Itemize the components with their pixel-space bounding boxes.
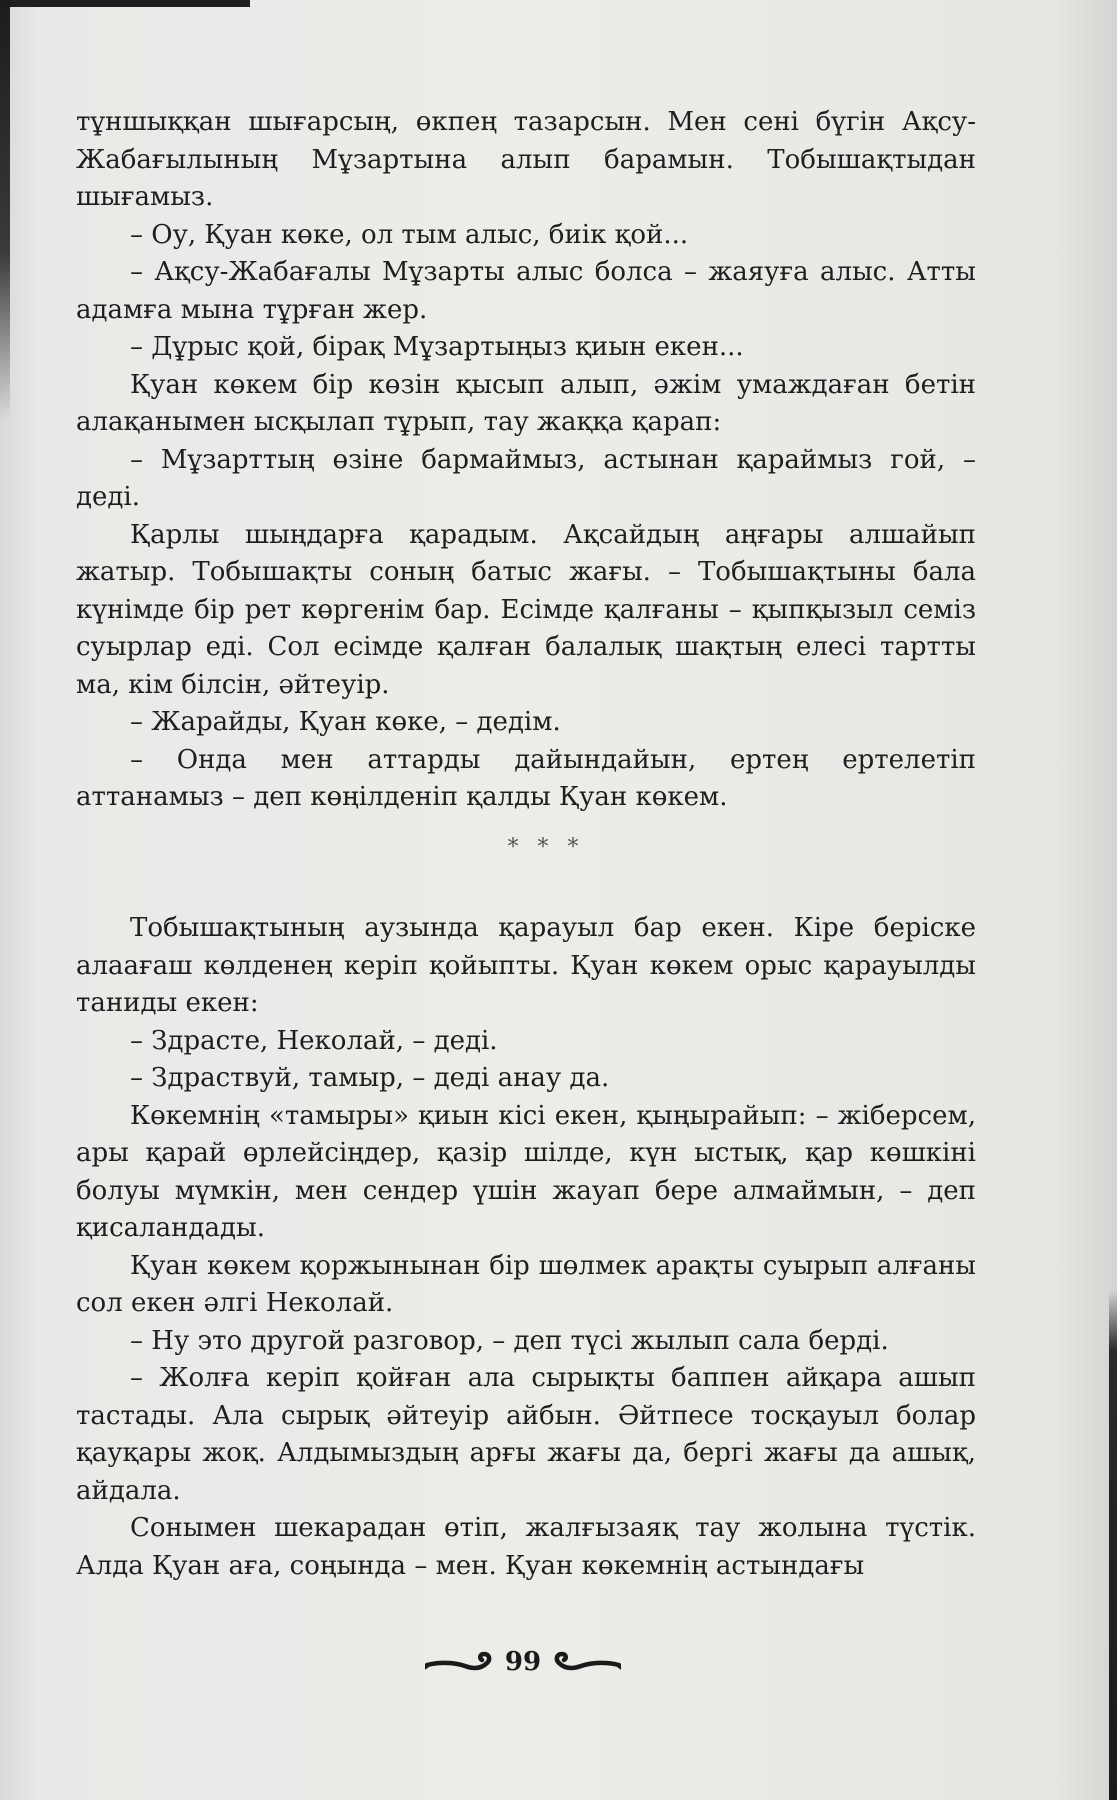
page-top-shadow (0, 0, 250, 7)
paragraph-13: Көкемнің «тамыры» қиын кісі екен, қыңырайып: – жіберсем, ары қарай өрлейсіңдер, қазір шілде, күн ыстық, қар көшкіні болуы мүмкін, мен сендер үшін жауап бере алмаймын, – деп қисаландады. (76, 1100, 976, 1243)
paragraph-7: Қарлы шыңдарға қарадым. Ақсайдың аңғары алшайып жатыр. Тобышақты соның батыс жағы. – Тобышақтыны бала күнімде бір рет көргенім бар. Есімде қалғаны – қыпқызыл семіз суырлар еді. Сол есімде қалған балалық шақтың елесі тартты ма, кім білсін, әйтеуір. (76, 519, 976, 700)
page-right-shadow (1109, 1290, 1117, 1800)
paragraph-14: Қуан көкем қоржынынан бір шөлмек арақты суырып алғаны сол екен әлгі Неколай. (76, 1250, 976, 1318)
paragraph-11: – Здрасте, Неколай, – деді. (130, 1025, 498, 1056)
page-number: 99 (504, 1647, 542, 1677)
paragraph-6: – Мұзарттың өзіне бармаймыз, астынан қараймыз гой, – деді. (76, 444, 976, 512)
left-swirl-icon (425, 1649, 495, 1675)
paragraph-10: Тобышақтының аузында қарауыл бар екен. Кіре беріске алаағаш көлденең керіп қойыпты. Қуан көкем орыс қарауылды таниды екен: (76, 913, 976, 1018)
page-left-shadow (0, 0, 10, 420)
paragraph-8: – Жарайды, Қуан көке, – дедім. (130, 707, 561, 737)
paragraph-4: – Дұрыс қой, бірақ Мұзартыңыз қиын екен... (130, 332, 744, 362)
paragraph-16: – Жолға керіп қойған ала сырықты баппен айқара ашып тастады. Ала сырық әйтеуір айбын. Әйтпесе тосқауыл болар қауқары жоқ. Алдымыздың арғы жағы да, бергі жағы да ашық, айдала. (76, 1363, 976, 1506)
paragraph-5: Қуан көкем бір көзін қысып алып, әжім умаждаған бетін алақанымен ысқылап тұрып, тау жаққа қарап: (76, 369, 976, 437)
page-text (76, 104, 976, 1585)
paragraph-12: – Здраствуй, тамыр, – деді анау да. (130, 1063, 610, 1093)
paragraph-17: Сонымен шекарадан өтіп, жалғызаяқ тау жолына түстік. Алда Қуан аға, соңында – мен. Қуан көкемнің астындағы (76, 1513, 976, 1581)
paragraph-9: – Онда мен аттарды дайындайын, ертең ертелетіп аттанамыз – деп көңілденіп қалды Қуан көкем. (76, 744, 976, 812)
paragraph-15: – Ну это другой разговор, – деп түсі жылып сала берді. (130, 1325, 889, 1356)
paragraph-1: тұншыққан шығарсың, өкпең тазарсын. Мен сені бүгін Ақсу-Жабағылының Мұзартына алып барамын. Тобышақтыдан шығамыз. (76, 107, 976, 212)
page-number-ornament (418, 1642, 628, 1682)
right-swirl-icon (551, 1649, 621, 1675)
section-separator: * * * (507, 834, 585, 860)
paragraph-3: – Ақсу-Жабағалы Мұзарты алыс болса – жаяуға алыс. Атты адамға мына тұрған жер. (76, 257, 976, 325)
paragraph-2: – Оу, Қуан көке, ол тым алыс, биік қой... (130, 219, 689, 250)
